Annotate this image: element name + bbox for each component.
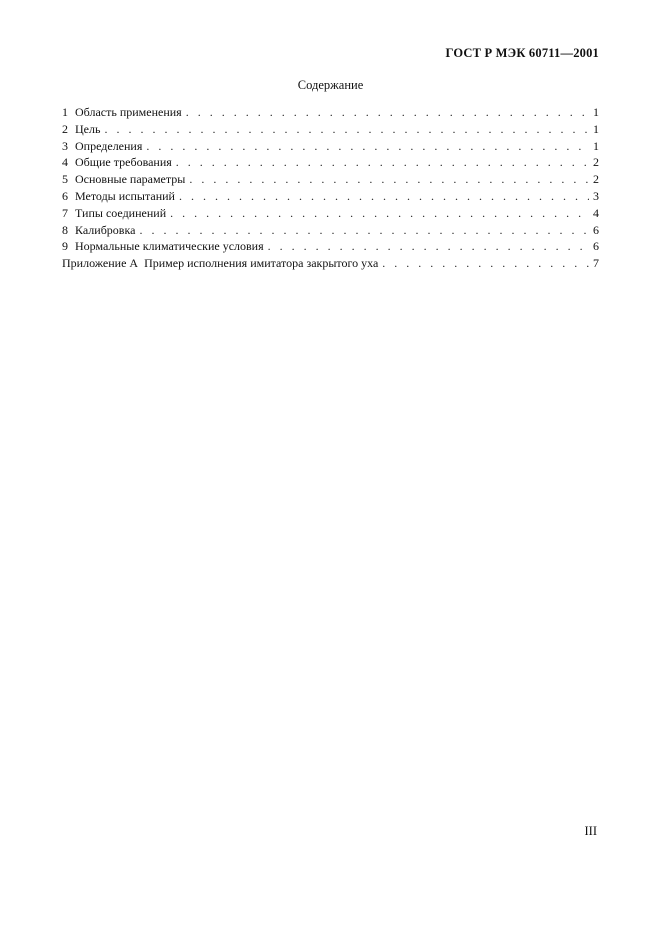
toc-leader-dots bbox=[104, 121, 589, 138]
toc-entry-connection-types[interactable] bbox=[62, 205, 599, 222]
toc-leader-dots bbox=[170, 205, 589, 222]
table-of-contents bbox=[62, 104, 599, 272]
toc-entry-page: 2 bbox=[593, 172, 599, 187]
toc-entry-label: Основные параметры bbox=[75, 172, 186, 187]
toc-entry-scope[interactable] bbox=[62, 104, 599, 121]
toc-entry-label: Типы соединений bbox=[75, 205, 167, 220]
toc-entry-number: 8 bbox=[62, 222, 68, 237]
toc-leader-dots bbox=[179, 188, 589, 205]
toc-entry-page: 1 bbox=[593, 105, 599, 119]
toc-entry-label: Цель bbox=[75, 121, 101, 136]
toc-entry-page: 6 bbox=[593, 239, 599, 254]
toc-entry-page: 4 bbox=[593, 205, 599, 220]
toc-title: Содержание bbox=[297, 78, 364, 92]
toc-leader-dots bbox=[146, 138, 589, 155]
toc-leader-dots bbox=[189, 171, 589, 188]
toc-entry-label: Общие требования bbox=[75, 155, 172, 170]
toc-entry-page: 1 bbox=[593, 138, 599, 153]
toc-entry-number: 5 bbox=[62, 172, 68, 187]
toc-leader-dots bbox=[139, 222, 589, 239]
toc-entry-label: Определения bbox=[75, 138, 143, 153]
toc-entry-page: 1 bbox=[593, 121, 599, 136]
toc-entry-label: Калибровка bbox=[75, 222, 136, 237]
toc-entry-label: Методы испытаний bbox=[75, 188, 175, 203]
toc-entry-number: 3 bbox=[62, 138, 68, 153]
toc-entry-purpose[interactable] bbox=[62, 121, 599, 138]
toc-entry-page: 2 bbox=[593, 155, 599, 170]
toc-leader-dots bbox=[176, 154, 589, 171]
toc-entry-number: 6 bbox=[62, 188, 68, 203]
toc-entry-label: Нормальные климатические условия bbox=[75, 239, 264, 254]
toc-entry-test-methods[interactable] bbox=[62, 188, 599, 205]
toc-entry-label: Приложение А Пример исполнения имитатора закрытого уха bbox=[62, 256, 379, 271]
toc-leader-dots bbox=[186, 104, 589, 121]
toc-entry-number: 1 bbox=[62, 105, 68, 119]
toc-entry-page: 3 bbox=[593, 188, 599, 203]
toc-entry-number: 7 bbox=[62, 205, 68, 220]
toc-entry-number: 2 bbox=[62, 121, 68, 136]
toc-leader-dots bbox=[382, 255, 589, 272]
toc-entry-definitions[interactable] bbox=[62, 138, 599, 155]
toc-leader-dots bbox=[268, 238, 589, 255]
toc-entry-climatic-conditions[interactable] bbox=[62, 238, 599, 255]
toc-entry-page: 6 bbox=[593, 222, 599, 237]
toc-entry-calibration[interactable] bbox=[62, 222, 599, 239]
toc-entry-appendix-a[interactable] bbox=[62, 255, 599, 272]
page-number: III bbox=[584, 824, 597, 838]
toc-entry-page: 7 bbox=[593, 256, 599, 271]
toc-entry-number: 9 bbox=[62, 239, 68, 254]
toc-entry-general-requirements[interactable] bbox=[62, 154, 599, 171]
toc-entry-number: 4 bbox=[62, 155, 68, 170]
toc-entry-label: Область применения bbox=[75, 105, 182, 119]
toc-entry-main-parameters[interactable] bbox=[62, 171, 599, 188]
document-code-header: ГОСТ Р МЭК 60711—2001 bbox=[445, 46, 599, 60]
